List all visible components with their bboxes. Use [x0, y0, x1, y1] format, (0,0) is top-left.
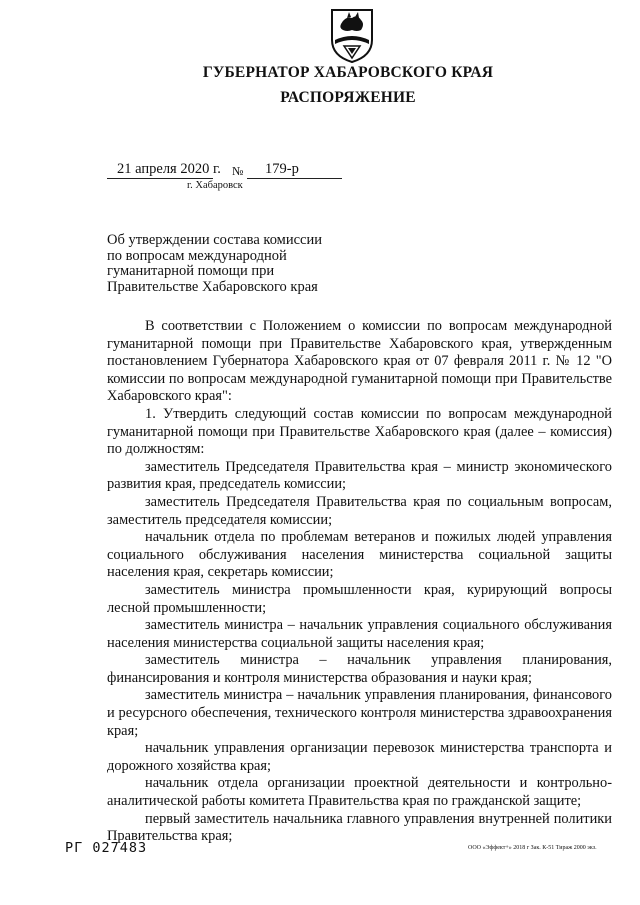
- paragraph: заместитель Председателя Правительства края – министр экономического развития края, председатель комиссии;: [107, 458, 612, 493]
- registration-number: РГ 027483: [65, 840, 148, 856]
- document-city: г. Хабаровск: [187, 180, 243, 191]
- date-number-line: [107, 161, 342, 181]
- paragraph: В соответствии с Положением о комиссии по вопросам международной гуманитарной помощи при Правительстве Хабаровского края, утвержденным постановлением Губернатора Хабаровского края от 07 февраля 2011 г. № 12 "О комиссии по вопросам международной гуманитарной помощи при Правительстве Хабаровского края":: [107, 318, 612, 405]
- document-number: 179-р: [265, 161, 299, 177]
- paragraph: 1. Утвердить следующий состав комиссии по вопросам международной гуманитарной помощи при Правительстве Хабаровского края (далее – комиссия) по должностям:: [107, 405, 612, 458]
- document-body: [107, 318, 612, 846]
- paragraph: начальник управления организации перевозок министерства транспорта и дорожного хозяйства края;: [107, 740, 612, 774]
- paragraph: начальник отдела по проблемам ветеранов и пожилых людей управления социального обслуживания населения министерства социальной защиты населения края, секретарь комиссии;: [107, 529, 612, 581]
- date-underline: [107, 178, 213, 179]
- number-sign: №: [232, 164, 244, 178]
- issuing-authority: ГУБЕРНАТОР ХАБАРОВСКОГО КРАЯ: [202, 64, 494, 81]
- paragraph: начальник отдела организации проектной деятельности и контрольно-аналитической работы комитета Правительства края по гражданской защите;: [107, 775, 612, 810]
- document-date: 21 апреля 2020 г.: [117, 161, 221, 177]
- paragraph: заместитель министра промышленности края, курирующий вопросы лесной промышленности;: [107, 581, 612, 616]
- paragraph: заместитель министра – начальник управления социального обслуживания населения министерства социальной защиты населения края;: [107, 617, 612, 651]
- paragraph: заместитель министра – начальник управления планирования, финансирования и контроля министерства образования и науки края;: [107, 652, 612, 686]
- paragraph: заместитель министра – начальник управления планирования, финансового и ресурсного обеспечения, технического контроля министерства здравоохранения края;: [107, 687, 612, 739]
- document-subject: Об утверждении состава комиссии по вопросам международной гуманитарной помощи при Правительстве Хабаровского края: [107, 232, 323, 295]
- document-type: РАСПОРЯЖЕНИЕ: [280, 89, 416, 106]
- printer-imprint: ООО «Эффект+» 2018 г Зак. К-51 Тираж 2000 экз.: [468, 845, 597, 851]
- paragraph: заместитель Председателя Правительства края по социальным вопросам, заместитель председателя комиссии;: [107, 493, 612, 528]
- paragraph: первый заместитель начальника главного управления внутренней политики Правительства края;: [107, 810, 612, 845]
- coat-of-arms-emblem: [327, 6, 377, 64]
- number-underline: [247, 178, 342, 179]
